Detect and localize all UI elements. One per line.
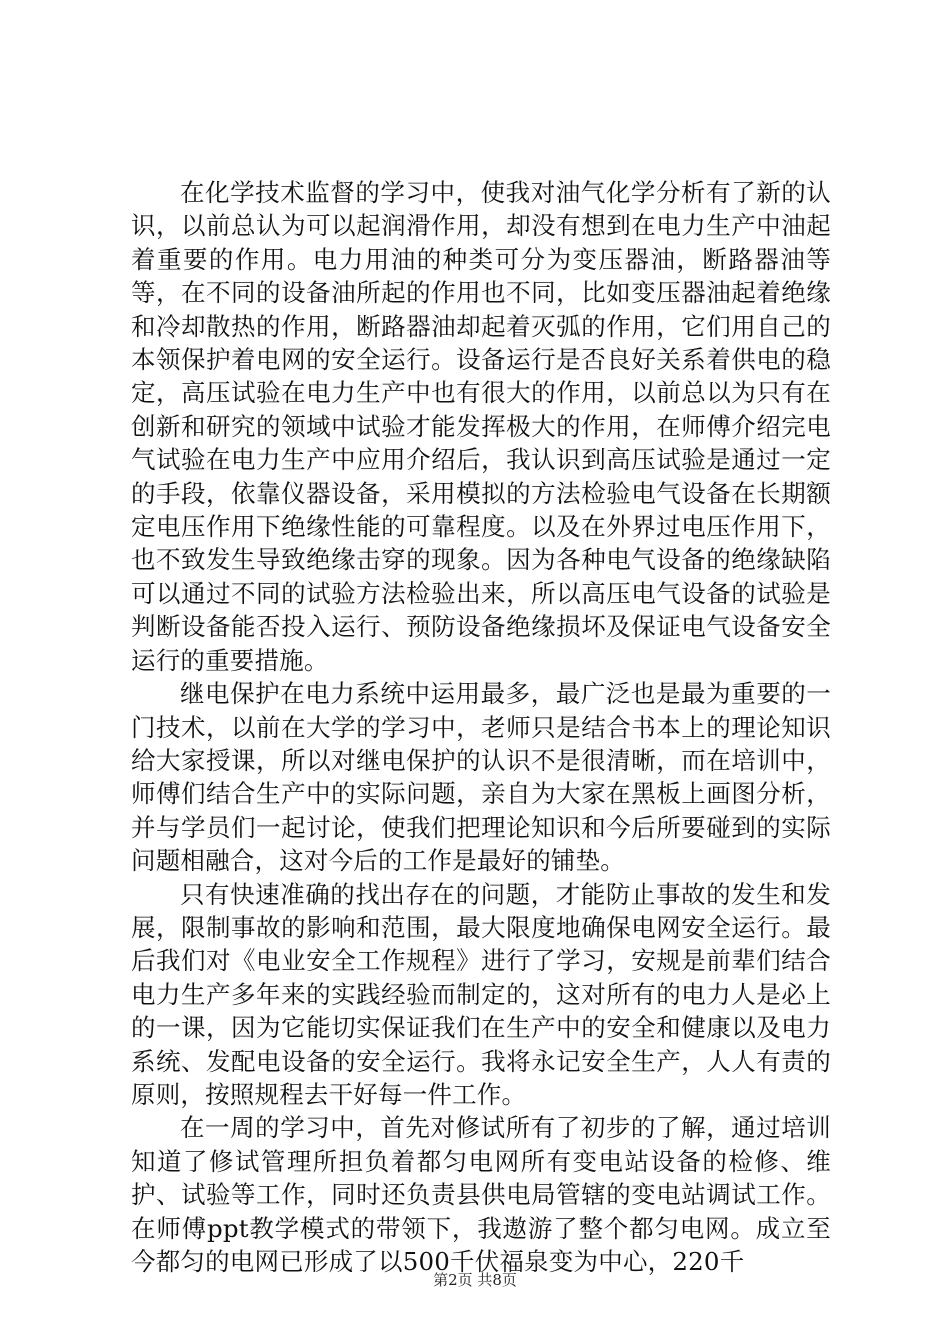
- page-number-footer: 第2页 共8页: [433, 1271, 517, 1289]
- paragraph-relay-protection: 继电保护在电力系统中运用最多，最广泛也是最为重要的一门技术，以前在大学的学习中，老师只是结合书本上的理论知识给大家授课，所以对继电保护的认识不是很清晰，而在培训中，师傅们结合生产中的实际问题，亲自为大家在黑板上画图分析，并与学员们一起讨论，使我们把理论知识和今后所要碰到的实际问题相融合，这对今后的工作是最好的铺垫。: [131, 679, 831, 876]
- document-body: [131, 176, 831, 1278]
- paragraph-week-study: 在一周的学习中，首先对修试所有了初步的了解，通过培训知道了修试管理所担负着都匀电网所有变电站设备的检修、维护、试验等工作，同时还负责县供电局管辖的变电站调试工作。在师傅ppt教学模式的带领下，我遨游了整个都匀电网。成立至今都匀的电网已形成了以500千伏福泉变为中心，220千: [131, 1113, 831, 1276]
- paragraph-safety-rules: 只有快速准确的找出存在的问题，才能防止事故的发生和发展，限制事故的影响和范围，最大限度地确保电网安全运行。最后我们对《电业安全工作规程》进行了学习，安规是前辈们结合电力生产多年来的实践经验而制定的，这对所有的电力人是必上的一课，因为它能切实保证我们在生产中的安全和健康以及电力系统、发配电设备的安全运行。我将永记安全生产，人人有责的原则，按照规程去干好每一件工作。: [131, 879, 831, 1109]
- paragraph-oil-chemistry: 在化学技术监督的学习中，使我对油气化学分析有了新的认识，以前总认为可以起润滑作用，却没有想到在电力生产中油起着重要的作用。电力用油的种类可分为变压器油，断路器油等等，在不同的设备油所起的作用也不同，比如变压器油起着绝缘和冷却散热的作用，断路器油却起着灭弧的作用，它们用自己的本领保护着电网的安全运行。设备运行是否良好关系着供电的稳定，高压试验在电力生产中也有很大的作用，以前总以为只有在创新和研究的领域中试验才能发挥极大的作用，在师傅介绍完电气试验在电力生产中应用介绍后，我认识到高压试验是通过一定的手段，依靠仪器设备，采用模拟的方法检验电气设备在长期额定电压作用下绝缘性能的可靠程度。以及在外界过电压作用下，也不致发生导致绝缘击穿的现象。因为各种电气设备的绝缘缺陷可以通过不同的试验方法检验出来，所以高压电气设备的试验是判断设备能否投入运行、预防设备绝缘损坏及保证电气设备安全运行的重要措施。: [131, 178, 831, 675]
